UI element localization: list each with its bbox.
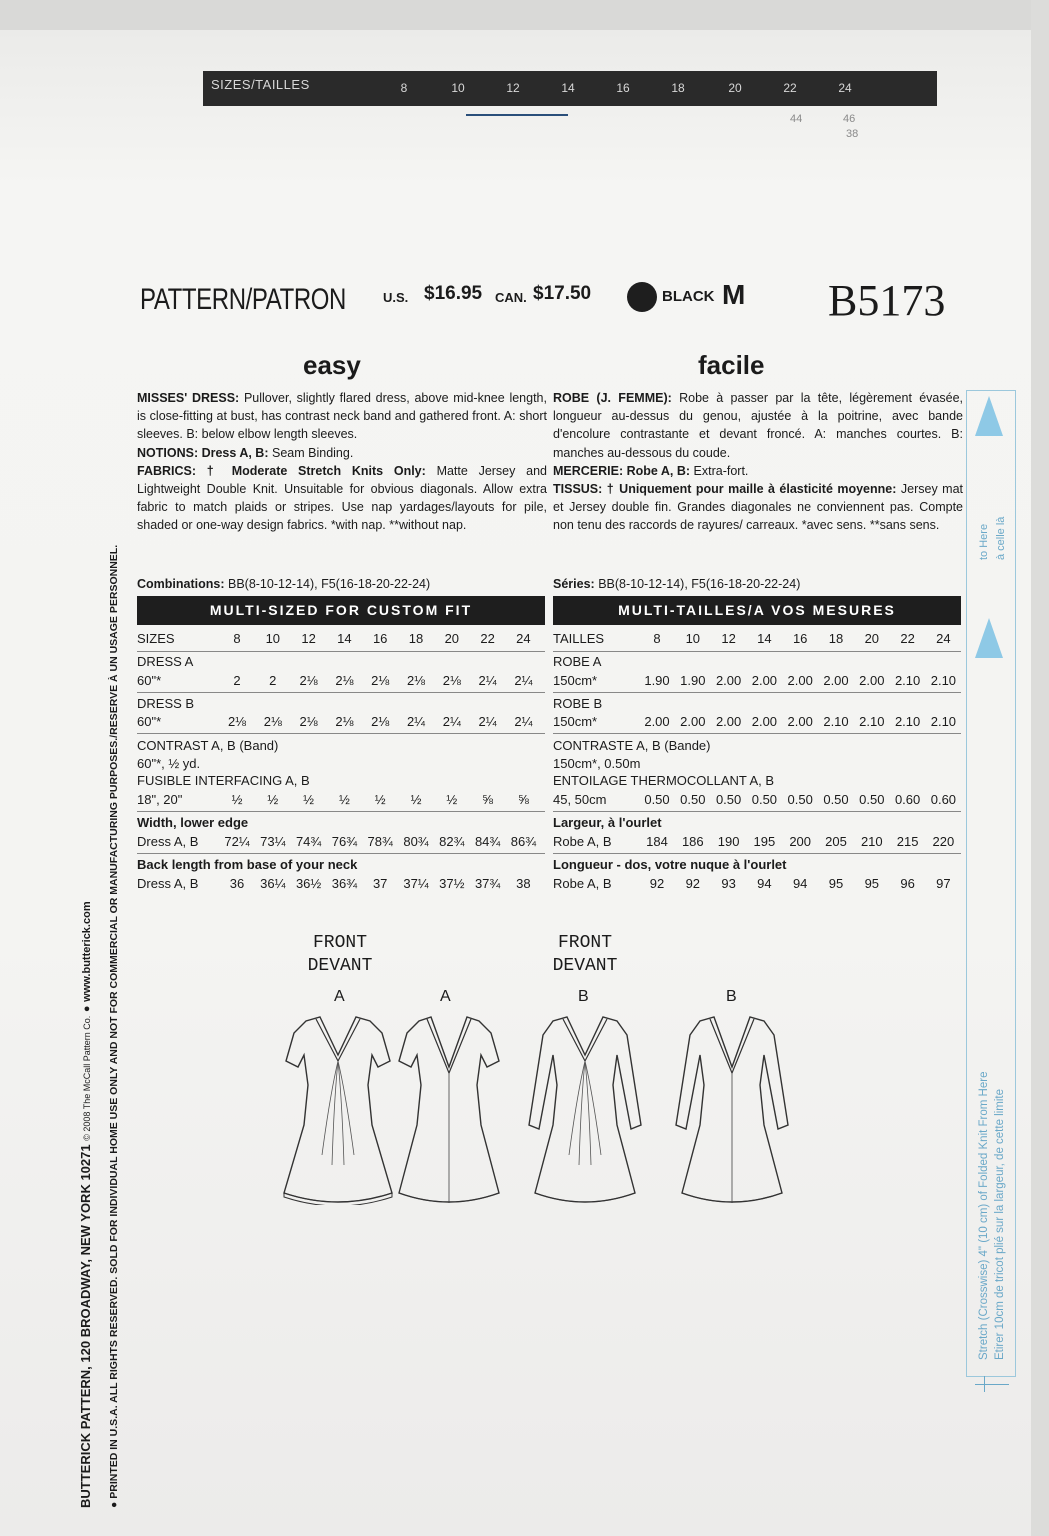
table-rule: [553, 733, 961, 734]
website-text: www.butterick.com: [81, 901, 93, 1002]
series-text: BB(8-10-12-14), F5(16-18-20-22-24): [598, 577, 801, 591]
english-description: [137, 389, 547, 535]
color-label: BLACK: [662, 288, 715, 305]
view-letter: A: [334, 988, 345, 1005]
us-price: $16.95: [424, 283, 483, 304]
dress-b-back-illustration: [674, 1015, 792, 1205]
sizes-label: TAILLES: [553, 631, 605, 646]
dress-b-front-illustration: [527, 1015, 645, 1205]
dress-a-back-illustration: [397, 1015, 501, 1205]
table-rule: [137, 733, 545, 734]
row-label: FUSIBLE INTERFACING A, B: [137, 773, 310, 788]
fabrics-text: Matte Jersey and Lightweight Double Knit. Unsuitable for obvious diagonals. Allow extra fabric to match plaids or stripes. Use nap yardages/layouts for pile, shaded or one-way design fabrics. *with nap. **without nap.: [137, 463, 547, 533]
row-label: CONTRAST A, B (Band): [137, 738, 279, 753]
paper-edge-top: [0, 0, 1049, 30]
yardage-cell: 2¼: [406, 714, 426, 729]
measurement-cell: 37: [372, 876, 388, 891]
stretch-instruction-en: Stretch (Crosswise) 4" (10 cm) of Folded Knit From Here: [978, 1071, 990, 1360]
size-header-cell: 22: [480, 631, 495, 646]
mercerie-label: MERCERIE: Robe A, B:: [553, 463, 691, 478]
yardage-cell: 0.50: [715, 792, 742, 807]
size-header-cell: 14: [757, 631, 772, 646]
mercerie-text: Extra-fort.: [693, 463, 749, 478]
measurement-cell: 95: [828, 876, 844, 891]
to-here-label: to Here: [978, 523, 990, 560]
row-label: Longueur - dos, votre nuque à l'ourlet: [553, 857, 787, 872]
size-header-cell: 14: [337, 631, 352, 646]
yardage-cell: 2⅛: [263, 714, 282, 729]
row-sublabel: 60"*, ½ yd.: [137, 756, 201, 771]
front-text: FRONT: [557, 933, 612, 953]
stretch-end-tick: [984, 1376, 985, 1392]
yardage-cell: 2.00: [859, 673, 885, 688]
measurement-cell: 73¼: [260, 834, 286, 849]
size-header-cell: 16: [792, 631, 808, 646]
measurement-cell: 190: [717, 834, 740, 849]
yardage-cell: 2.00: [751, 714, 778, 729]
yardage-cell: 2.10: [859, 714, 885, 729]
yardage-cell: ½: [374, 792, 386, 807]
stretch-arrow-icon: [975, 618, 1003, 658]
faint-value: 46: [843, 113, 856, 125]
size-header-cell: 12: [301, 631, 316, 646]
pattern-label: PATTERN/PATRON: [140, 283, 346, 316]
devant-text: DEVANT: [552, 956, 618, 976]
yardage-cell: 2⅛: [227, 714, 247, 729]
yardage-cell: 2.00: [715, 714, 742, 729]
yardage-cell: ½: [446, 792, 458, 807]
size-header-cell: 20: [444, 631, 460, 646]
yardage-cell: 0.60: [930, 792, 957, 807]
english-band: MULTI-SIZED FOR CUSTOM FIT: [137, 596, 545, 625]
view-letter: B: [578, 988, 589, 1005]
yardage-cell: 0.50: [644, 792, 670, 807]
stretch-end-line: [975, 1384, 1009, 1385]
row-sublabel: Dress A, B: [137, 876, 199, 891]
measurement-cell: 76¾: [331, 834, 358, 849]
row-sublabel: 60"*: [137, 673, 162, 688]
robe-label: ROBE (J. FEMME):: [553, 391, 672, 405]
size-header-cell: 24: [516, 631, 531, 646]
measurement-cell: 78¾: [367, 834, 393, 849]
size-header-cell: 10: [685, 631, 701, 646]
yardage-cell: 0.60: [894, 792, 921, 807]
table-rule: [553, 853, 961, 854]
bullet-icon: ●: [108, 1501, 120, 1508]
row-sublabel: Robe A, B: [553, 876, 612, 891]
measurement-cell: 210: [860, 834, 883, 849]
yardage-cell: 2⅛: [335, 714, 354, 729]
top-size: 14: [561, 81, 575, 95]
yardage-cell: 2¼: [514, 673, 533, 688]
yardage-cell: 2: [233, 673, 241, 688]
yardage-cell: 1.90: [680, 673, 706, 688]
measurement-cell: 200: [789, 834, 812, 849]
row-label: ROBE A: [553, 654, 602, 669]
row-sublabel: 150cm*, 0.50m: [553, 756, 641, 771]
category-letter: M: [722, 279, 746, 310]
stretch-instruction-fr: Etirer 10cm de tricot plié sur la largeur, de cette limite: [994, 1088, 1006, 1360]
size-header-cell: 20: [864, 631, 880, 646]
french-description: [553, 389, 963, 535]
measurement-cell: 86¾: [510, 834, 537, 849]
notions-text: Seam Binding.: [272, 445, 354, 460]
yardage-cell: 2.10: [894, 673, 921, 688]
us-label: U.S.: [383, 290, 409, 305]
misses-text: Pullover, slightly flared dress, above mid-knee length, is close-fitting at bust, has contrast neck band and gathered front. A: short sleeves. B: below elbow length sleeves.: [137, 391, 547, 442]
size-header-cell: 18: [828, 631, 844, 646]
series: [553, 577, 800, 591]
measurement-cell: 92: [685, 876, 701, 891]
rights-text: PRINTED IN U.S.A. ALL RIGHTS RESERVED. SOLD FOR INDIVIDUAL HOME USE ONLY AND NOT FOR COMMERCIAL OR MANUFACTURING PURPOSES./RESERVE À UN USAGE PERSONNEL.: [108, 544, 120, 1499]
yardage-cell: 2.00: [823, 673, 849, 688]
devant-text: DEVANT: [307, 956, 373, 976]
measurement-cell: 186: [681, 834, 704, 849]
yardage-cell: ⅝: [482, 792, 494, 807]
copyright-text: © 2008 The McCall Pattern Co.: [82, 1015, 92, 1141]
series-label: Séries:: [553, 577, 595, 591]
yardage-cell: 0.50: [680, 792, 706, 807]
top-sizes-label: SIZES/TAILLES: [211, 77, 310, 92]
measurement-cell: 184: [646, 834, 668, 849]
size-header-cell: 24: [936, 631, 951, 646]
underline-mark: [466, 114, 568, 116]
color-dot: [627, 282, 657, 312]
table-rule: [553, 651, 961, 652]
can-label: CAN.: [495, 290, 527, 305]
yardage-cell: 2.00: [787, 673, 813, 688]
french-band: MULTI-TAILLES/A VOS MESURES: [553, 596, 961, 625]
measurement-cell: 92: [649, 876, 665, 891]
measurement-cell: 72¼: [224, 834, 250, 849]
yardage-cell: 2.00: [680, 714, 706, 729]
measurement-cell: 94: [792, 876, 808, 891]
yardage-cell: 2: [269, 673, 277, 688]
combinations-text: BB(8-10-12-14), F5(16-18-20-22-24): [227, 577, 431, 591]
table-rule: [553, 811, 961, 812]
measurement-cell: 37¼: [403, 876, 429, 891]
yardage-cell: 2.00: [751, 673, 778, 688]
top-size: 12: [506, 81, 520, 95]
yardage-cell: ½: [231, 792, 243, 807]
publisher-address: [78, 368, 93, 1508]
yardage-cell: 1.90: [644, 673, 670, 688]
yardage-cell: 2.00: [787, 714, 813, 729]
yardage-cell: 2¼: [478, 673, 497, 688]
can-price: $17.50: [533, 283, 592, 304]
row-sublabel: Dress A, B: [137, 834, 199, 849]
faint-value: 38: [846, 128, 859, 140]
yardage-cell: 2.10: [823, 714, 849, 729]
row-label: ROBE B: [553, 696, 603, 711]
robe-text: Robe à passer par la tête, légèrement évasée, longueur au-dessus du genou, ajustée à la poitrine, avec bande d'encolure contrastante et devant froncé. A: manches courtes. B: manches au-dessous du coude.: [553, 391, 963, 460]
yardage-cell: 2.00: [644, 714, 670, 729]
yardage-cell: ⅝: [517, 792, 529, 807]
table-rule: [137, 853, 545, 854]
measurement-cell: 195: [753, 834, 776, 849]
measurement-cell: 36¼: [260, 876, 286, 891]
yardage-cell: ½: [303, 792, 315, 807]
measurement-cell: 36: [229, 876, 245, 891]
measurement-cell: 84¾: [474, 834, 501, 849]
notions-label: NOTIONS: Dress A, B:: [137, 445, 269, 460]
yardage-cell: 2⅛: [299, 714, 318, 729]
top-size: 20: [728, 81, 742, 95]
yardage-cell: ½: [338, 792, 350, 807]
measurement-cell: 93: [721, 876, 736, 891]
view-front-label-2: [535, 932, 635, 978]
fabrics-label: FABRICS: † Moderate Stretch Knits Only:: [137, 463, 426, 478]
yardage-cell: ½: [267, 792, 279, 807]
tissus-label: TISSUS: † Uniquement pour maille à élasticité moyenne:: [553, 482, 897, 497]
yardage-cell: 2⅛: [442, 673, 461, 688]
row-label: Back length from base of your neck: [137, 857, 358, 872]
faint-value: 44: [790, 113, 803, 125]
view-letter: B: [726, 988, 737, 1005]
yardage-cell: 2.10: [930, 714, 957, 729]
combinations-label: Combinations:: [137, 577, 225, 591]
yardage-cell: ½: [410, 792, 422, 807]
measurement-cell: 205: [825, 834, 847, 849]
yardage-cell: 2.10: [930, 673, 957, 688]
a-celle-la-label: à celle là: [995, 516, 1007, 560]
top-size: 18: [671, 81, 685, 95]
rights-notice: [108, 368, 120, 1508]
measurement-cell: 97: [936, 876, 951, 891]
yardage-cell: 2⅛: [299, 673, 318, 688]
measurement-cell: 82¾: [439, 834, 465, 849]
yardage-cell: 2⅛: [371, 714, 390, 729]
table-rule: [137, 692, 545, 693]
publisher-address-text: BUTTERICK PATTERN, 120 BROADWAY, NEW YORK 10271: [78, 1144, 93, 1508]
row-sublabel: Robe A, B: [553, 834, 612, 849]
french-heading: facile: [698, 350, 765, 380]
measurement-cell: 36¾: [331, 876, 358, 891]
table-rule: [553, 692, 961, 693]
row-sublabel: 45, 50cm: [553, 792, 607, 807]
yardage-cell: 0.50: [859, 792, 885, 807]
yardage-cell: 2¼: [442, 714, 461, 729]
row-sublabel: 60"*: [137, 714, 162, 729]
bullet-icon: ●: [81, 1005, 93, 1013]
tissus-text: Jersey mat et Jersey double fin. Grandes diagonales ne conviennent pas. Compte non tenu des raccords de rayures/ carreaux. *avec sens. **sans sens.: [553, 482, 963, 533]
dress-a-front-illustration: [282, 1015, 394, 1205]
yardage-cell: 0.50: [751, 792, 778, 807]
top-size: 24: [838, 81, 852, 95]
stretch-guide-box: [966, 390, 1016, 1377]
yardage-cell: 2⅛: [335, 673, 354, 688]
row-label: Largeur, à l'ourlet: [553, 815, 662, 830]
top-size: 10: [451, 81, 465, 95]
misses-label: MISSES' DRESS:: [137, 391, 240, 405]
yardage-cell: 0.50: [787, 792, 813, 807]
size-header-cell: 18: [408, 631, 424, 646]
row-label: Width, lower edge: [137, 815, 249, 830]
row-sublabel: 150cm*: [553, 714, 598, 729]
row-label: DRESS B: [137, 696, 195, 711]
measurement-cell: 96: [900, 876, 915, 891]
yardage-cell: 2.10: [894, 714, 921, 729]
measurement-cell: 37½: [439, 876, 465, 891]
english-heading: easy: [303, 350, 361, 380]
measurement-cell: 74¾: [295, 834, 322, 849]
yardage-cell: 2⅛: [406, 673, 426, 688]
row-sublabel: 18", 20": [137, 792, 183, 807]
size-header-cell: 12: [721, 631, 736, 646]
measurement-cell: 36½: [295, 876, 322, 891]
stretch-arrow-icon: [975, 396, 1003, 436]
size-header-cell: 16: [372, 631, 388, 646]
sizes-label: SIZES: [137, 631, 175, 646]
paper-edge-right: [1031, 0, 1049, 1536]
yardage-cell: 0.50: [823, 792, 849, 807]
top-sizes-bar: [203, 71, 937, 106]
yardage-cell: 2.00: [715, 673, 742, 688]
top-size: 16: [616, 81, 630, 95]
size-header-cell: 10: [265, 631, 281, 646]
table-rule: [137, 651, 545, 652]
view-letter: A: [440, 988, 451, 1005]
row-label: DRESS A: [137, 654, 194, 669]
size-header-cell: 8: [653, 631, 661, 646]
combinations: [137, 577, 430, 591]
pattern-number: B5173: [828, 276, 946, 325]
measurement-cell: 95: [864, 876, 880, 891]
measurement-cell: 37¾: [474, 876, 501, 891]
view-front-label-1: [290, 932, 390, 978]
row-label: ENTOILAGE THERMOCOLLANT A, B: [553, 773, 775, 788]
row-label: CONTRASTE A, B (Bande): [553, 738, 711, 753]
measurement-cell: 220: [932, 834, 955, 849]
yardage-cell: 2⅛: [371, 673, 390, 688]
row-sublabel: 150cm*: [553, 673, 598, 688]
measurement-cell: 38: [516, 876, 531, 891]
table-rule: [137, 811, 545, 812]
yardage-cell: 2¼: [478, 714, 497, 729]
measurement-cell: 80¾: [403, 834, 429, 849]
top-size: 22: [783, 81, 797, 95]
front-text: FRONT: [312, 933, 367, 953]
size-header-cell: 22: [900, 631, 915, 646]
top-size: 8: [400, 81, 408, 95]
measurement-cell: 215: [896, 834, 919, 849]
size-header-cell: 8: [233, 631, 241, 646]
yardage-cell: 2¼: [514, 714, 533, 729]
measurement-cell: 94: [757, 876, 772, 891]
